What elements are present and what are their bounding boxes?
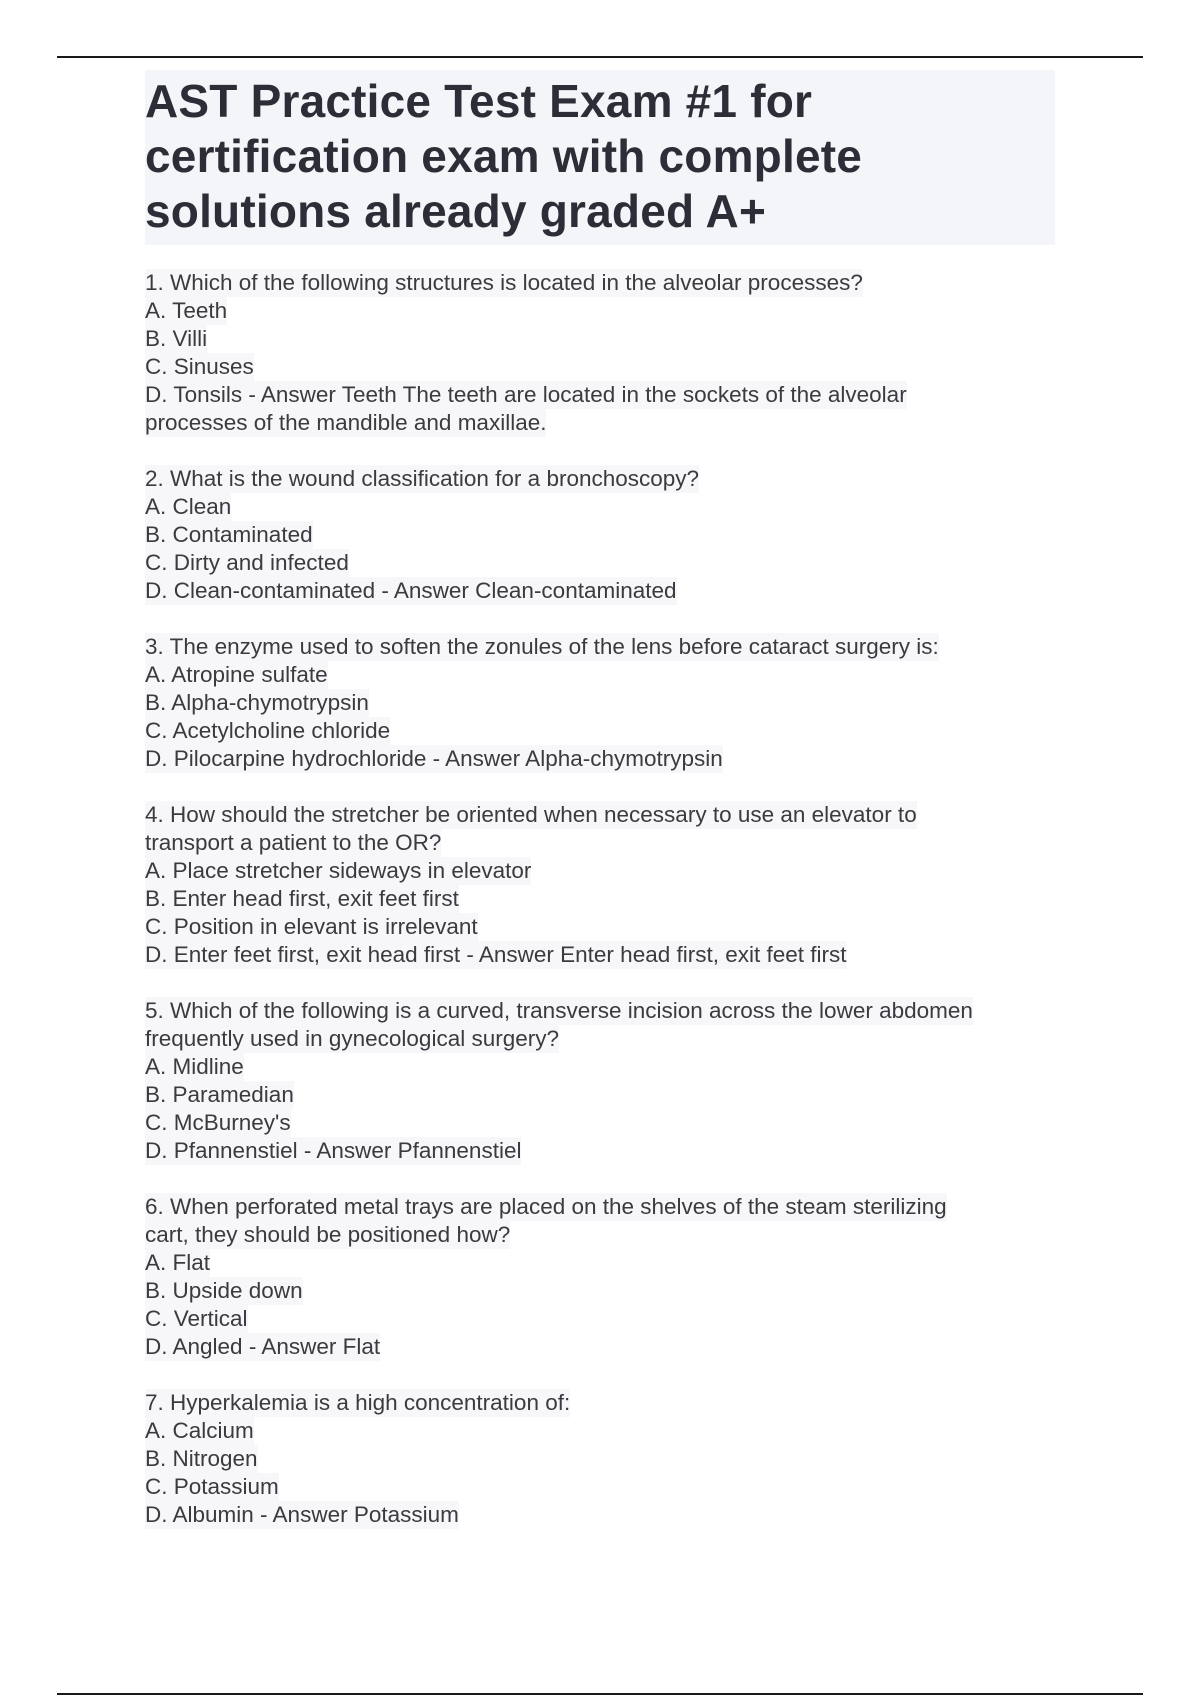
question-5 — [145, 997, 1055, 1165]
option-a: A. Clean — [145, 494, 232, 519]
question-text: 3. The enzyme used to soften the zonules of the lens before cataract surgery is: — [145, 634, 939, 659]
question-3 — [145, 633, 1055, 773]
option-a: A. Calcium — [145, 1418, 254, 1443]
option-d-with-answer: D. Albumin - Answer Potassium — [145, 1502, 459, 1527]
option-c: C. Acetylcholine chloride — [145, 718, 391, 743]
question-1 — [145, 269, 1055, 437]
question-text-continued: transport a patient to the OR? — [145, 830, 442, 855]
option-c: C. Potassium — [145, 1474, 279, 1499]
top-divider — [57, 56, 1143, 58]
question-2 — [145, 465, 1055, 605]
option-a: A. Teeth — [145, 298, 228, 323]
question-text: 7. Hyperkalemia is a high concentration of: — [145, 1390, 571, 1415]
option-c: C. Position in elevant is irrelevant — [145, 914, 478, 939]
bottom-divider — [57, 1693, 1143, 1695]
document-page — [145, 70, 1055, 1557]
option-a: A. Atropine sulfate — [145, 662, 328, 687]
option-d-with-answer: D. Tonsils - Answer Teeth The teeth are located in the sockets of the alveolar — [145, 382, 907, 407]
title-block — [145, 70, 1055, 245]
question-7 — [145, 1389, 1055, 1529]
option-d-with-answer: D. Angled - Answer Flat — [145, 1334, 381, 1359]
option-d-with-answer: D. Clean-contaminated - Answer Clean-contaminated — [145, 578, 677, 603]
option-a: A. Place stretcher sideways in elevator — [145, 858, 532, 883]
question-text: 5. Which of the following is a curved, transverse incision across the lower abdomen — [145, 998, 973, 1023]
question-4 — [145, 801, 1055, 969]
option-d-with-answer: D. Pfannenstiel - Answer Pfannenstiel — [145, 1138, 522, 1163]
option-c: C. McBurney's — [145, 1110, 291, 1135]
option-b: B. Enter head first, exit feet first — [145, 886, 459, 911]
question-text: 1. Which of the following structures is located in the alveolar processes? — [145, 270, 863, 295]
option-a: A. Midline — [145, 1054, 244, 1079]
question-text: 2. What is the wound classification for a bronchoscopy? — [145, 466, 700, 491]
option-a: A. Flat — [145, 1250, 211, 1275]
question-text-continued: frequently used in gynecological surgery? — [145, 1026, 559, 1051]
option-b: B. Villi — [145, 326, 208, 351]
option-c: C. Sinuses — [145, 354, 254, 379]
option-c: C. Dirty and infected — [145, 550, 349, 575]
option-b: B. Nitrogen — [145, 1446, 258, 1471]
question-text: 6. When perforated metal trays are placed on the shelves of the steam sterilizing — [145, 1194, 947, 1219]
answer-explanation-continued: processes of the mandible and maxillae. — [145, 410, 547, 435]
question-6 — [145, 1193, 1055, 1361]
option-d-with-answer: D. Pilocarpine hydrochloride - Answer Alpha-chymotrypsin — [145, 746, 723, 771]
option-d-with-answer: D. Enter feet first, exit head first - Answer Enter head first, exit feet first — [145, 942, 847, 967]
question-list — [145, 269, 1055, 1529]
option-b: B. Contaminated — [145, 522, 313, 547]
option-b: B. Upside down — [145, 1278, 303, 1303]
question-text-continued: cart, they should be positioned how? — [145, 1222, 511, 1247]
document-title: AST Practice Test Exam #1 for certification exam with complete solutions already graded A+ — [145, 75, 863, 237]
option-c: C. Vertical — [145, 1306, 248, 1331]
option-b: B. Paramedian — [145, 1082, 294, 1107]
question-text: 4. How should the stretcher be oriented when necessary to use an elevator to — [145, 802, 917, 827]
option-b: B. Alpha-chymotrypsin — [145, 690, 369, 715]
